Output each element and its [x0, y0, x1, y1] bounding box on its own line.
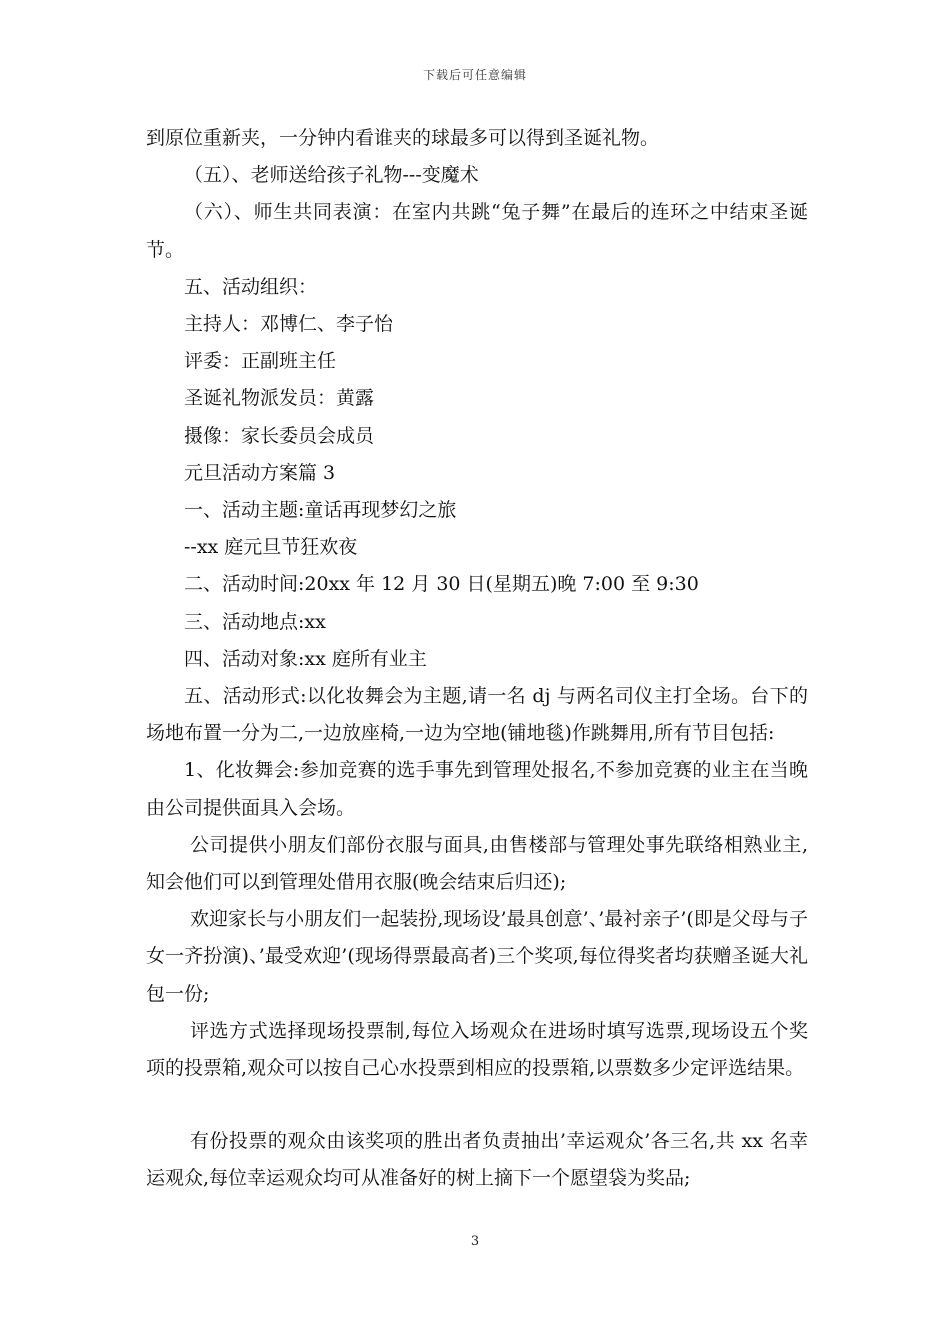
paragraph-gift-distributor: 圣诞礼物派发员：黄露 [184, 387, 375, 410]
paragraph-theme: 一、活动主题:童话再现梦幻之旅 [184, 499, 457, 522]
document-body [146, 120, 808, 1198]
page-number: 3 [470, 1234, 480, 1249]
paragraph-location: 三、活动地点:xx [184, 610, 326, 633]
section-heading-organization: 五、活动组织： [184, 275, 318, 298]
paragraph-costumes: 公司提供小朋友们部份衣服与面具,由售楼部与管理处事先联络相熟业主,知会他们可以到管理处借用衣服(晚会结束后归还); [146, 833, 808, 894]
paragraph-format: 五、活动形式:以化妆舞会为主题,请一名 dj 与两名司仪主打全场。台下的场地布置一分为二,一边放座椅,一边为空地(铺地毯)作跳舞用,所有节目包括: [146, 685, 808, 745]
paragraph-item-6: （六）、师生共同表演：在室内共跳“兔子舞”在最后的连环之中结束圣诞节。 [146, 201, 808, 261]
paragraph-time: 二、活动时间:20xx 年 12 月 30 日(星期五)晚 7:00 至 9:30 [184, 573, 699, 596]
paragraph-voting: 评选方式选择现场投票制,每位入场观众在进场时填写选票,现场设五个奖项的投票箱,观众可以按自己心水投票到相应的投票箱,以票数多少定评选结果。 [146, 1019, 808, 1080]
paragraph-photographer: 摄像：家长委员会成员 [184, 424, 375, 447]
paragraph-judges: 评委：正副班主任 [184, 350, 337, 373]
paragraph-item-5: （五）、老师送给孩子礼物---变魔术 [184, 164, 479, 187]
paragraph-awards: 欢迎家长与小朋友们一起装扮,现场设’最具创意’、’最衬亲子’(即是父母与子女一齐扮演)、’最受欢迎’(现场得票最高者)三个奖项,每位得奖者均获赠圣诞大礼包一份; [146, 908, 808, 1005]
paragraph-subtitle: --xx 庭元旦节狂欢夜 [184, 536, 358, 559]
paragraph-host: 主持人：邓博仁、李子怡 [184, 313, 394, 336]
section-title-plan-3: 元旦活动方案篇 3 [184, 461, 336, 484]
paragraph-lucky-audience: 有份投票的观众由该奖项的胜出者负责抽出’幸运观众’各三名,共 xx 名幸运观众,每位幸运观众均可从准备好的树上摘下一个愿望袋为奖品; [146, 1130, 808, 1190]
page-header: 下载后可任意编辑 [422, 68, 527, 82]
paragraph-audience: 四、活动对象:xx 庭所有业主 [184, 647, 427, 670]
paragraph-masquerade: 1、化妆舞会:参加竞赛的选手事先到管理处报名,不参加竞赛的业主在当晚由公司提供面具入会场。 [146, 759, 808, 819]
paragraph-continuation: 到原位重新夹，一分钟内看谁夹的球最多可以得到圣诞礼物。 [146, 127, 660, 149]
